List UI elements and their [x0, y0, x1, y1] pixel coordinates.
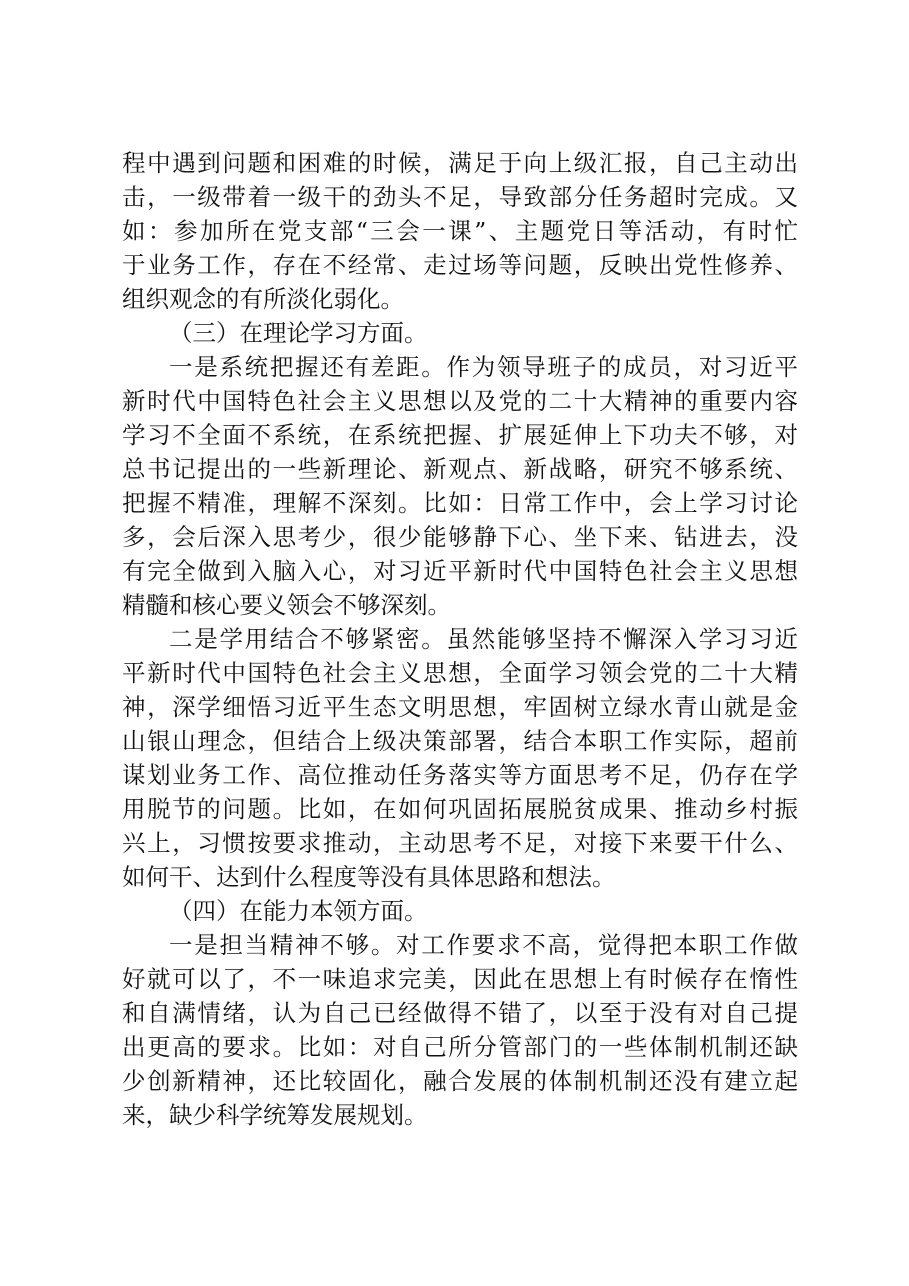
text-line: 山银山理念，但结合上级决策部署，结合本职工作实际，超前: [122, 727, 798, 755]
text-line: 总书记提出的一些新理论、新观点、新战略，研究不够系统、: [122, 455, 798, 483]
text-line: 如：参加所在党支部“三会一课”、主题党日等活动，有时忙: [122, 217, 798, 245]
text-line: 有完全做到入脑入心，对习近平新时代中国特色社会主义思想: [122, 557, 798, 585]
text-line: 一是担当精神不够。对工作要求不高，觉得把本职工作做: [169, 931, 798, 959]
text-line: 平新时代中国特色社会主义思想，全面学习领会党的二十大精: [122, 659, 798, 687]
text-line: 和自满情绪，认为自己已经做得不错了，以至于没有对自己提: [122, 999, 798, 1027]
text-line: 谋划业务工作、高位推动任务落实等方面思考不足，仍存在学: [122, 761, 798, 789]
text-line: 学习不全面不系统，在系统把握、扩展延伸上下功夫不够，对: [122, 421, 798, 449]
text-line: 精髓和核心要义领会不够深刻。: [122, 591, 451, 619]
text-line: 新时代中国特色社会主义思想以及党的二十大精神的重要内容: [122, 387, 798, 415]
text-line: 神，深学细悟习近平生态文明思想，牢固树立绿水青山就是金: [122, 693, 798, 721]
section-heading: （四）在能力本领方面。: [169, 897, 428, 925]
text-line: 好就可以了，不一味追求完美，因此在思想上有时候存在惰性: [122, 965, 798, 993]
text-line: 击，一级带着一级干的劲头不足，导致部分任务超时完成。又: [122, 183, 798, 211]
text-line: 如何干、达到什么程度等没有具体思路和想法。: [122, 863, 616, 891]
text-line: 少创新精神，还比较固化，融合发展的体制机制还没有建立起: [122, 1067, 798, 1095]
text-line: 多，会后深入思考少，很少能够静下心、坐下来、钻进去，没: [122, 523, 798, 551]
text-line: 于业务工作，存在不经常、走过场等问题，反映出党性修养、: [122, 251, 798, 279]
text-line: 用脱节的问题。比如，在如何巩固拓展脱贫成果、推动乡村振: [122, 795, 798, 823]
text-line: 组织观念的有所淡化弱化。: [122, 285, 404, 313]
text-line: 把握不精准，理解不深刻。比如：日常工作中，会上学习讨论: [122, 489, 798, 517]
document-body: [122, 146, 798, 1132]
text-line: 兴上，习惯按要求推动，主动思考不足，对接下来要干什么、: [122, 829, 798, 857]
text-line: 二是学用结合不够紧密。虽然能够坚持不懈深入学习习近: [169, 625, 798, 653]
section-heading: （三）在理论学习方面。: [169, 319, 428, 347]
text-line: 出更高的要求。比如：对自己所分管部门的一些体制机制还缺: [122, 1033, 798, 1061]
text-line: 来，缺少科学统筹发展规划。: [122, 1101, 428, 1129]
text-line: 一是系统把握还有差距。作为领导班子的成员，对习近平: [169, 353, 798, 381]
text-line: 程中遇到问题和困难的时候，满足于向上级汇报，自己主动出: [122, 149, 798, 177]
